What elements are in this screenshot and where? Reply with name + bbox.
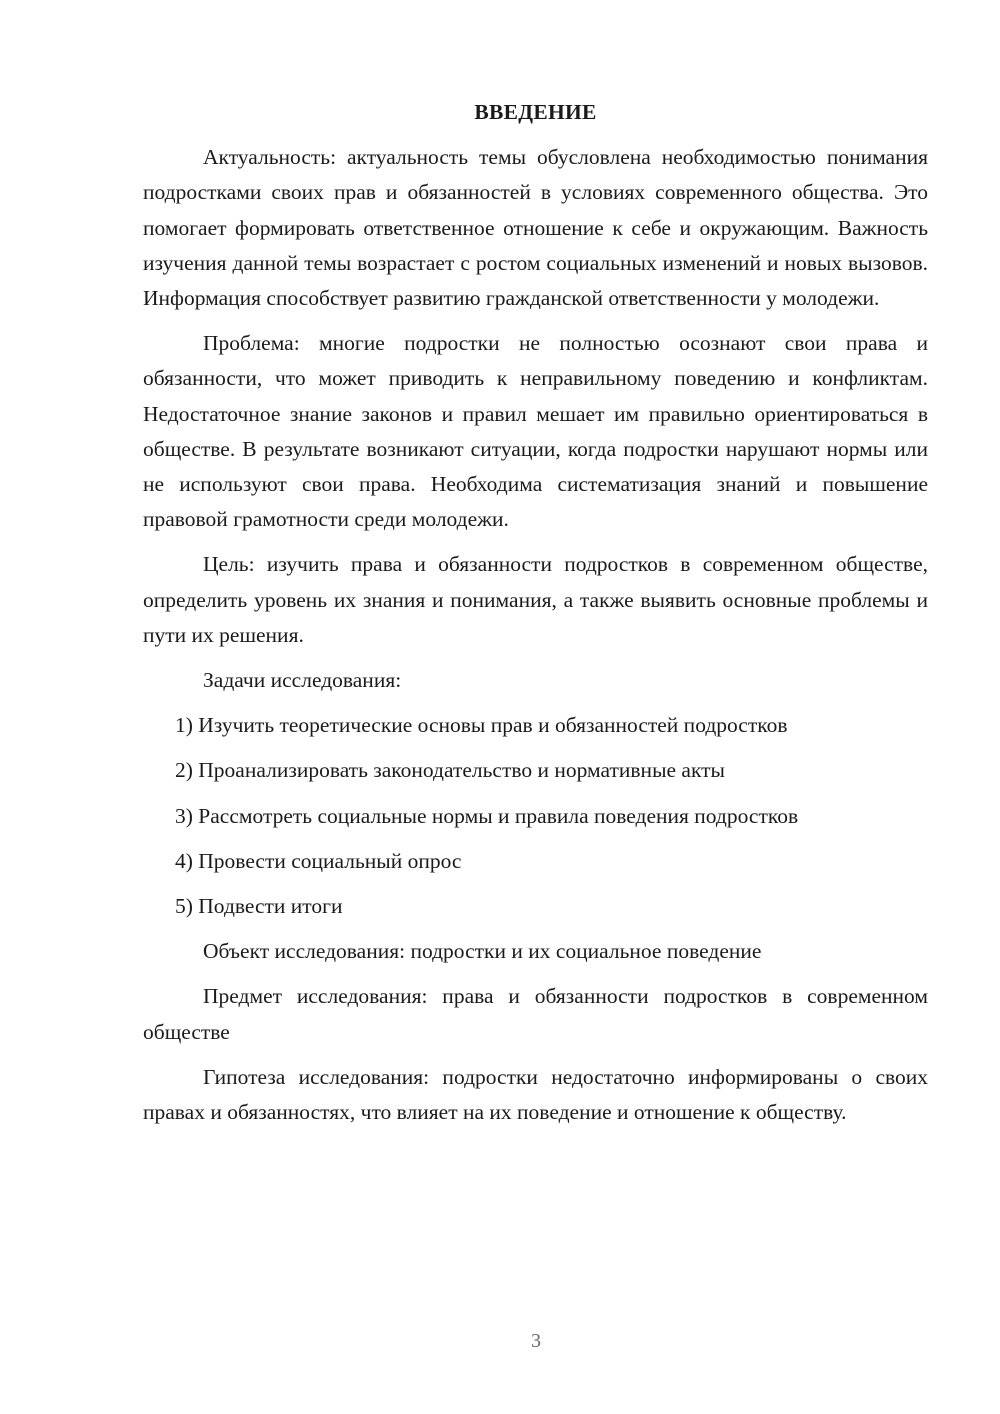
problem-paragraph: Проблема: многие подростки не полностью осознают свои права и обязанности, что может приводить к неправильному поведению и конфликтам. Недостаточное знание законов и правил мешает им правильно ориентироваться в обществе. В результате возникают ситуации, когда подростки нарушают нормы или не используют свои права. Необходима систематизация знаний и повышение правовой грамотности среди молодежи.: [143, 331, 928, 532]
task-item: 2) Проанализировать законодательство и нормативные акты: [175, 758, 725, 783]
page-content: [143, 95, 928, 1140]
tasks-heading: Задачи исследования:: [203, 668, 402, 693]
task-item: 1) Изучить теоретические основы прав и обязанностей подростков: [175, 713, 788, 738]
tasks-list: [143, 708, 928, 924]
page-title: ВВЕДЕНИЕ: [474, 100, 597, 124]
subject-paragraph: Предмет исследования: права и обязанности подростков в современном обществе: [143, 984, 928, 1044]
page-number: 3: [531, 1330, 541, 1352]
hypothesis-paragraph: Гипотеза исследования: подростки недостаточно информированы о своих правах и обязанностях, что влияет на их поведение и отношение к обществу.: [143, 1064, 928, 1125]
task-item: 4) Провести социальный опрос: [175, 848, 462, 873]
task-item: 3) Рассмотреть социальные нормы и правила поведения подростков: [175, 803, 799, 828]
goal-paragraph: Цель: изучить права и обязанности подростков в современном обществе, определить уровень их знания и понимания, а также выявить основные проблемы и пути их решения.: [143, 552, 928, 647]
object-paragraph: Объект исследования: подростки и их социальное поведение: [203, 939, 762, 964]
relevance-paragraph: Актуальность: актуальность темы обусловлена необходимостью понимания подростками своих прав и обязанностей в условиях современного общества. Это помогает формировать ответственное отношение к себе и окружающим. Важность изучения данной темы возрастает с ростом социальных изменений и новых вызовов. Информация способствует развитию гражданской ответственности у молодежи.: [143, 145, 928, 311]
task-item: 5) Подвести итоги: [175, 894, 343, 919]
